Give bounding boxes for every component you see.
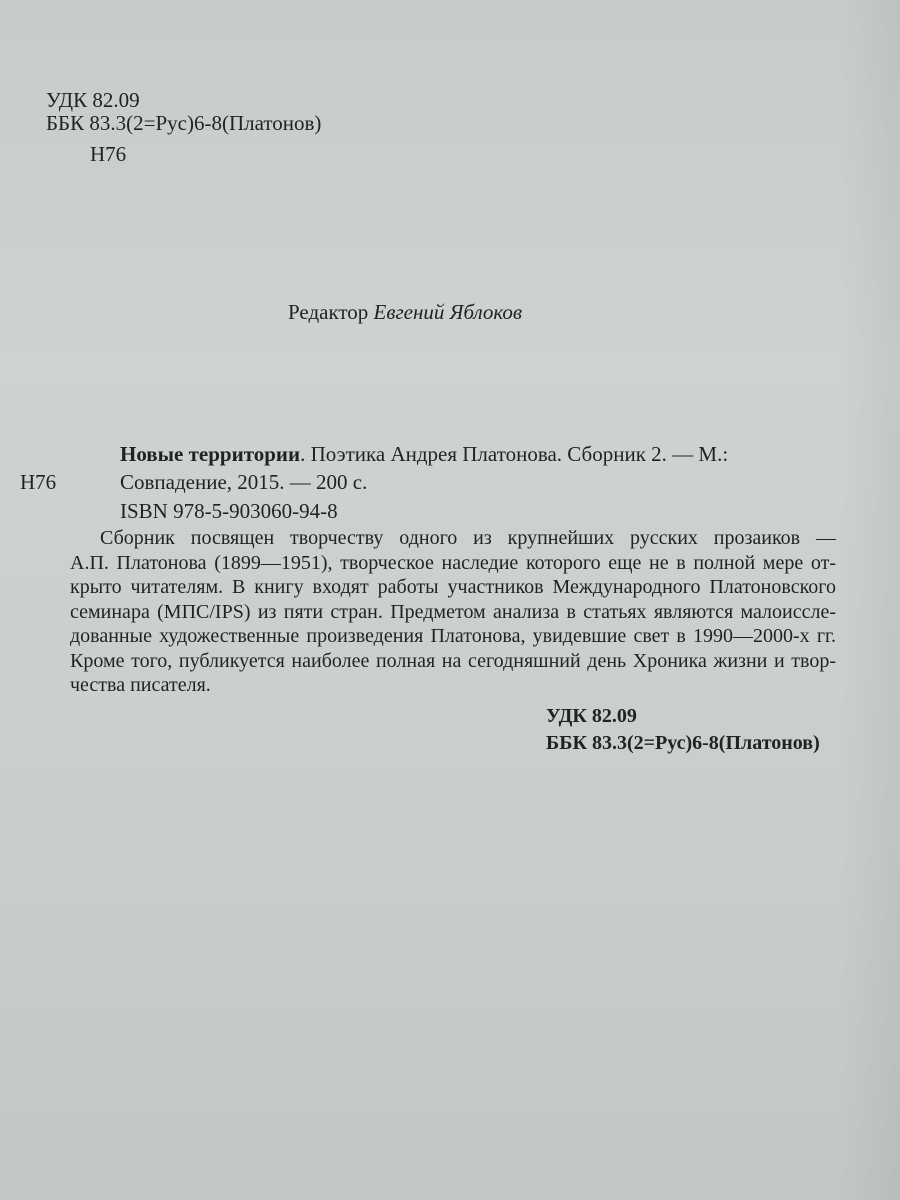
udk-code-bottom: УДК 82.09	[546, 705, 637, 727]
page-shadow	[840, 0, 900, 1200]
udk-code-top: УДК 82.09	[46, 88, 140, 112]
abstract-line: чества писателя.	[70, 674, 211, 696]
abstract-line: Сборник посвящен творчеству одного из крупнейших русских прозаиков —	[100, 527, 836, 549]
abstract-line: Кроме того, публикуется наиболее полная на сегодняшний день Хроника жизни и твор-	[70, 649, 836, 672]
abstract	[70, 526, 836, 698]
author-mark-entry: Н76	[20, 470, 57, 494]
editor-credit	[288, 299, 522, 325]
abstract-line: крыто читателям. В книгу входят работы участников Международного Платоновского	[70, 576, 836, 598]
abstract-line: А.П. Платонова (1899—1951), творческое наследие которого еще не в полной мере от-	[70, 551, 836, 574]
isbn: ISBN 978-5-903060-94-8	[120, 499, 338, 523]
abstract-line: дованные художественные произведения Платонова, увидевшие свет в 1990—2000-х гг.	[70, 625, 836, 647]
book-title-rest: . Поэтика Андрея Платонова. Сборник 2. — М.:	[300, 442, 729, 466]
author-mark-top: Н76	[90, 142, 127, 166]
bibliographic-entry	[120, 441, 832, 468]
entry-title-line	[120, 441, 832, 468]
bbk-code-bottom: ББК 83.3(2=Рус)6-8(Платонов)	[546, 732, 820, 754]
book-title: Новые территории	[120, 442, 301, 466]
abstract-line: семинара (МПС/IPS) из пяти стран. Предметом анализа в статьях являются малоиссле-	[70, 600, 836, 623]
bbk-code-top: ББК 83.3(2=Рус)6-8(Платонов)	[46, 111, 322, 135]
editor-name: Евгений Яблоков	[373, 300, 523, 324]
publisher-line: Совпадение, 2015. — 200 с.	[120, 470, 368, 494]
editor-label: Редактор	[288, 300, 369, 324]
